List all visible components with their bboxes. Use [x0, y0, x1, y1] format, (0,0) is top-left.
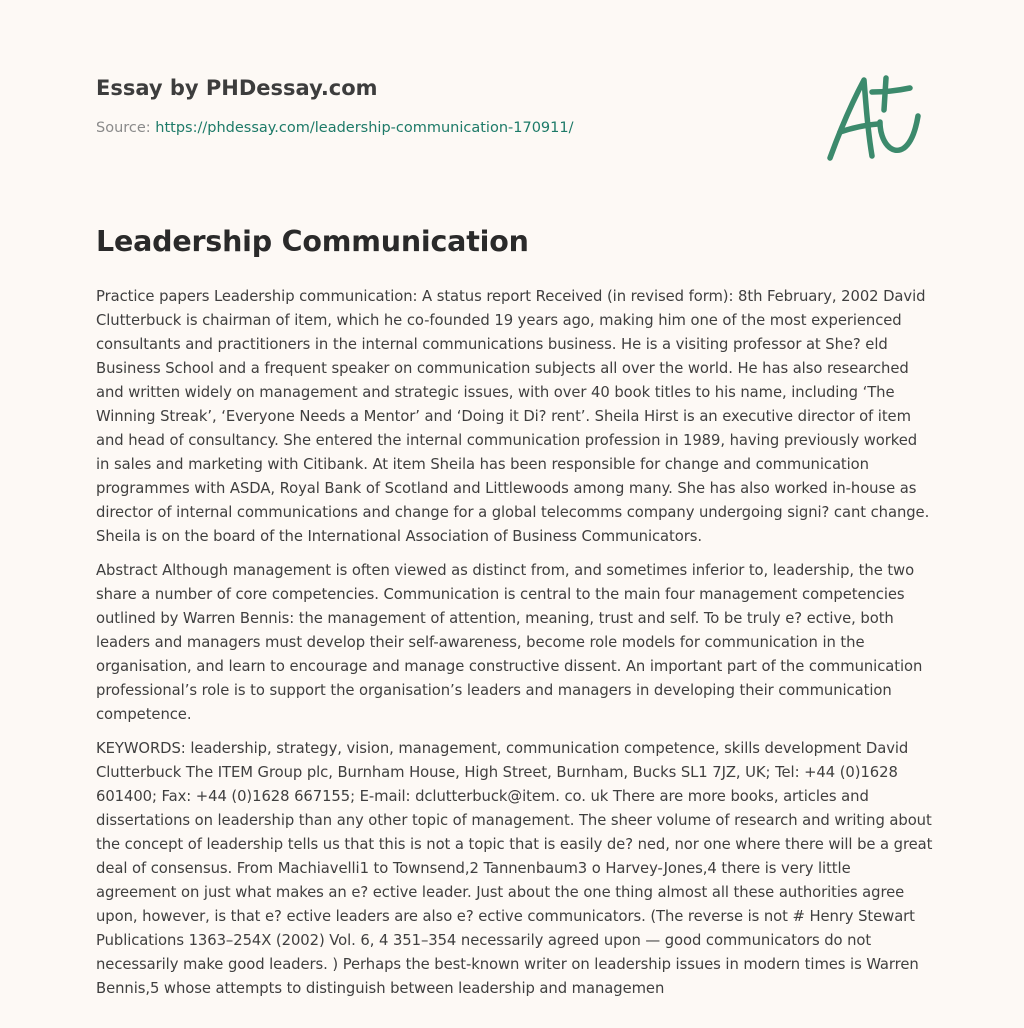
- paragraph: Practice papers Leadership communication: A status report Received (in revised form): 8th February, 2002 David Clutterbuck is chairman of item, which he co-founded 19 years ago, making him one of the most experienced consultants and practitioners in the internal communications business. He is a visiting professor at She? eld Business School and a frequent speaker on communication subjects all over the world. He has also researched and written widely on management and strategic issues, with over 40 book titles to his name, including ‘The Winning Streak’, ‘Everyone Needs a Mentor’ and ‘Doing it Di? rent’. Sheila Hirst is an executive director of item and head of consultancy. She entered the internal communication profession in 1989, having previously worked in sales and marketing with Citibank. At item Sheila has been responsible for change and communication programmes with ASDA, Royal Bank of Scotland and Littlewoods among many. She has also worked in-house as director of internal communications and change for a global telecomms company undergoing signi? cant change. Sheila is on the board of the International Association of Business Communicators.: [96, 288, 930, 545]
- site-title: Essay by PHDessay.com: [96, 76, 378, 100]
- source-line: [96, 120, 796, 136]
- essay-header: [96, 76, 796, 136]
- a-plus-grade-icon: [820, 66, 930, 166]
- paragraph: KEYWORDS: leadership, strategy, vision, management, communication competence, skills development David Clutterbuck The ITEM Group plc, Burnham House, High Street, Burnham, Bucks SL1 7JZ, UK; Tel: +44 (0)1628 601400; Fax: +44 (0)1628 667155; E-mail: dclutterbuck@item. co. uk There are more books, articles and dissertations on leadership than any other topic of management. The sheer volume of research and writing about the concept of leadership tells us that this is not a topic that is easily de? ned, nor one where there will be a great deal of consensus. From Machiavelli1 to Townsend,2 Tannenbaum3 o Harvey-Jones,4 there is very little agreement on just what makes an e? ective leader. Just about the one thing almost all these authorities agree upon, however, is that e? ective leaders are also e? ective communicators. (The reverse is not # Henry Stewart Publications 1363–254X (2002) Vol. 6, 4 351–354 necessarily agreed upon — good communicators do not necessarily make good leaders. ) Perhaps the best-known writer on leadership issues in modern times is Warren Bennis,5 whose attempts to distinguish between leadership and managemen: [96, 740, 933, 997]
- source-label: Source:: [96, 120, 156, 136]
- essay-body: [96, 285, 934, 1011]
- source-link[interactable]: https://phdessay.com/leadership-communication-170911/: [155, 120, 574, 136]
- paragraph: Abstract Although management is often viewed as distinct from, and sometimes inferior to, leadership, the two share a number of core competencies. Communication is central to the main four management competencies outlined by Warren Bennis: the management of attention, meaning, trust and self. To be truly e? ective, both leaders and managers must develop their self-awareness, become role models for communication in the organisation, and learn to encourage and manage constructive dissent. An important part of the communication professional’s role is to support the organisation’s leaders and managers in developing their communication competence.: [96, 562, 923, 723]
- page-title: Leadership Communication: [96, 225, 529, 258]
